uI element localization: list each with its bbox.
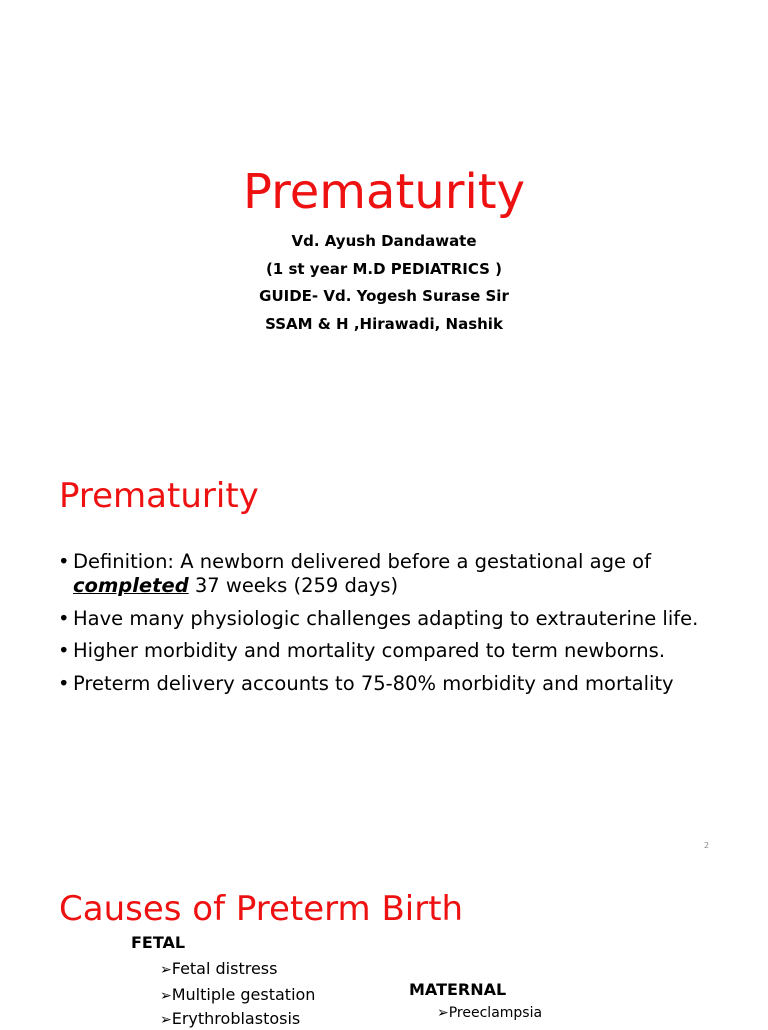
definition-slide (0, 410, 768, 855)
bullet-icon: • (58, 550, 70, 573)
title-slide (0, 0, 768, 410)
page-number: 2 (704, 841, 710, 850)
list-item (160, 1009, 300, 1030)
list-item-text: Erythroblastosis (171, 1009, 301, 1028)
slide-title: Prematurity (242, 164, 526, 220)
causes-slide (0, 855, 768, 1028)
definition-text: Definition: A newborn delivered before a gestational age of (73, 550, 651, 573)
list-item (160, 985, 315, 1006)
list-item-text: Preeclampsia (448, 1005, 543, 1021)
fetal-heading: FETAL (131, 933, 186, 952)
arrow-bullet-icon: ➢ (160, 962, 172, 978)
arrow-bullet-icon: ➢ (160, 1012, 172, 1028)
list-item (58, 550, 758, 598)
list-item-text: Multiple gestation (171, 985, 316, 1004)
author-block (0, 228, 768, 338)
list-item-text: Preterm delivery accounts to 75-80% morbidity and mortality (73, 671, 674, 695)
slide-title: Causes of Preterm Birth (59, 889, 464, 929)
list-item (58, 639, 758, 663)
list-item (58, 672, 758, 696)
arrow-bullet-icon: ➢ (160, 988, 172, 1004)
list-item-text: Have many physiologic challenges adapting to extrauterine life. (73, 606, 699, 630)
definition-emphasis: completed (73, 574, 189, 597)
bullet-icon: • (58, 639, 70, 662)
list-item-text: Higher morbidity and mortality compared to term newborns. (73, 639, 666, 662)
list-item (58, 607, 758, 631)
author-name: Vd. Ayush Dandawate (291, 232, 477, 250)
slide-title: Prematurity (59, 476, 259, 516)
list-item (437, 1003, 542, 1023)
arrow-bullet-icon: ➢ (437, 1005, 449, 1021)
maternal-heading: MATERNAL (409, 980, 507, 999)
guide-name: GUIDE- Vd. Yogesh Surase Sir (259, 287, 509, 305)
list-item (160, 959, 277, 980)
bullet-list (58, 550, 758, 704)
bullet-icon: • (58, 606, 70, 630)
author-designation: (1 st year M.D PEDIATRICS ) (265, 259, 503, 278)
definition-suffix: 37 weeks (259 days) (188, 574, 399, 597)
list-item-text: Fetal distress (171, 959, 278, 978)
institution: SSAM & H ,Hirawadi, Nashik (265, 314, 503, 333)
bullet-icon: • (58, 671, 70, 695)
